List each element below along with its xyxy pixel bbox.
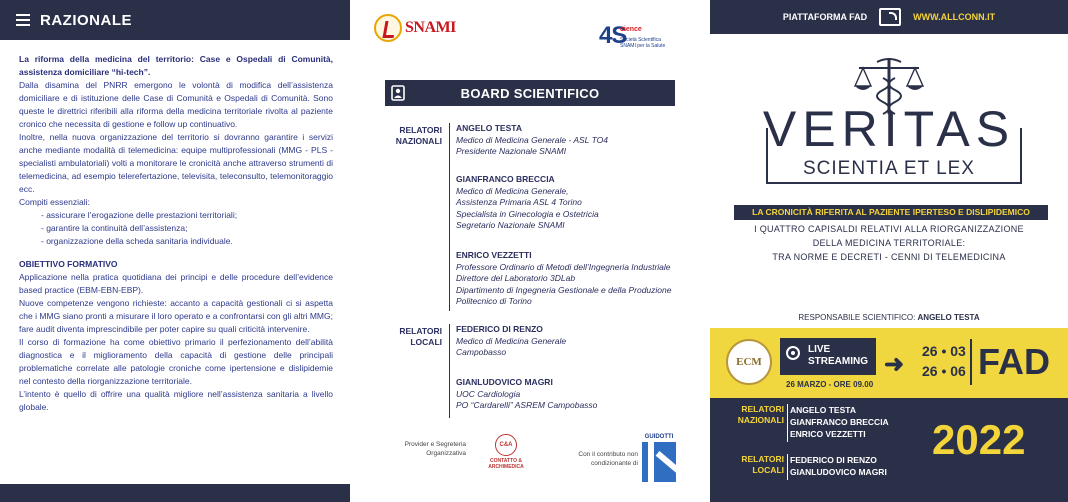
course-headline: LA CRONICITÀ RIFERITA AL PAZIENTE IPERTESO E DISLIPIDEMICO bbox=[734, 205, 1048, 220]
summary-name: ENRICO VEZZETTI bbox=[790, 429, 866, 439]
paragraph-2: Inoltre, nella nuova organizzazione del territorio si dovranno garantire i servizi anche mediante modalità di telemedicina: equipe multiprofessionali (MMG - PLS - specialisti ambulatoriali) volti a monitorare le cronicità anche attraverso strumenti di telemedicina, ad esempio telerefertazione, televisita, teleconsulto, telemonitoraggio ecc. bbox=[19, 132, 333, 194]
speaker-name: FEDERICO DI RENZO bbox=[456, 324, 543, 334]
paragraph-1: Dalla disamina del PNRR emergono le volontà di modifica dell’assistenza domiciliare e di istituzione delle Case di Comunità e Ospedali di Comunità. Sono queste le direttrici riferibili alla riforma della medicina territoriale rivolta al paziente cronico che necessita di gestione e follow up continuativo. bbox=[19, 80, 333, 129]
group-label-locali: RELATORI LOCALI bbox=[399, 326, 442, 347]
speaker-name: GIANFRANCO BRECCIA bbox=[456, 174, 555, 184]
left-footer-bar bbox=[0, 484, 350, 502]
task-item: - organizzazione della scheda sanitaria individuale. bbox=[41, 235, 333, 248]
guidotti-name: GUIDOTTI bbox=[644, 434, 674, 440]
intro-title: La riforma della medicina del territorio: Case e Ospedali di Comunità, assistenza domiciliare “hi-tech”. bbox=[19, 54, 333, 77]
speaker-block bbox=[456, 174, 599, 232]
board-title-bar bbox=[385, 80, 675, 106]
speaker-role: Campobasso bbox=[456, 347, 507, 357]
fours-sub-line: SNAMI per la Salute bbox=[620, 43, 666, 49]
summary-name: FEDERICO DI RENZO bbox=[790, 455, 877, 465]
speaker-role: Presidente Nazionale SNAMI bbox=[456, 146, 567, 156]
streaming-screen-icon bbox=[879, 8, 901, 26]
summary-name: GIANLUDOVICO MAGRI bbox=[790, 467, 887, 477]
summary-divider bbox=[787, 404, 788, 442]
task-item: - garantire la continuità dell’assistenza; bbox=[41, 222, 333, 235]
fours-mark: 4S bbox=[599, 22, 627, 49]
objective-title: OBIETTIVO FORMATIVO bbox=[19, 259, 118, 269]
platform-label: PIATTAFORMA FAD bbox=[782, 12, 868, 22]
date-end: 26 • 06 bbox=[922, 363, 966, 379]
speaker-role: Dipartimento di Ingegneria Gestionale e della Produzione bbox=[456, 284, 672, 295]
provider-label: Provider e Segreteria Organizzativa bbox=[404, 441, 466, 457]
speaker-name: ENRICO VEZZETTI bbox=[456, 250, 532, 260]
responsabile-scientifico bbox=[710, 313, 1068, 322]
group-label-nazionali: RELATORI NAZIONALI bbox=[395, 125, 442, 146]
speaker-block bbox=[456, 123, 608, 158]
razionale-text bbox=[0, 40, 350, 414]
fad-label: FAD bbox=[970, 339, 1050, 385]
snami-logo bbox=[374, 14, 456, 42]
fours-subtitle bbox=[620, 37, 665, 49]
speaker-block bbox=[456, 250, 671, 308]
speaker-name: ANGELO TESTA bbox=[456, 123, 522, 133]
logos-row bbox=[350, 0, 710, 70]
speaker-role: Assistenza Primaria ASL 4 Torino bbox=[456, 197, 582, 207]
event-dates bbox=[922, 341, 966, 381]
objective-3: Il corso di formazione ha come obiettivo primario il perfezionamento dell’abilità diagnostica e il miglioramento della capacità di gestione delle principali problematiche correlate alle patologie croniche come ipertensione e dislipidemie nel contesto della riorganizzazione territoriale. bbox=[19, 337, 333, 386]
live-text: LIVE bbox=[808, 344, 831, 355]
board-title: BOARD SCIENTIFICO bbox=[460, 85, 600, 101]
sponsor-label: Con il contributo non condizionante di bbox=[578, 451, 638, 467]
speaker-block bbox=[456, 377, 597, 412]
summary-name: ANGELO TESTA bbox=[790, 405, 856, 415]
summary-name: GIANFRANCO BRECCIA bbox=[790, 417, 889, 427]
veritas-title: VERITAS bbox=[762, 101, 1016, 157]
speaker-role: Professore Ordinario di Metodi dell’Ingegneria Industriale bbox=[456, 261, 671, 272]
resp-name: ANGELO TESTA bbox=[917, 313, 980, 322]
speakers-summary bbox=[710, 398, 1068, 502]
speaker-block bbox=[456, 324, 566, 359]
divider-line bbox=[449, 324, 450, 418]
summary-divider bbox=[787, 454, 788, 480]
date-start: 26 • 03 bbox=[922, 343, 966, 359]
live-streaming-badge bbox=[780, 338, 876, 375]
board-panel bbox=[350, 0, 710, 502]
speaker-role: Politecnico di Torino bbox=[456, 296, 532, 306]
platform-bar bbox=[710, 0, 1068, 34]
guidotti-logo bbox=[639, 434, 679, 482]
scientia-subtitle: SCIENTIA ET LEX bbox=[803, 158, 975, 179]
summary-label-locali: RELATORI LOCALI bbox=[741, 454, 784, 475]
divider-line bbox=[449, 123, 450, 311]
paragraph-3: Compiti essenziali: bbox=[19, 197, 90, 207]
live-dot-icon bbox=[786, 346, 800, 360]
platform-url[interactable]: WWW.ALLCONN.IT bbox=[913, 12, 996, 22]
razionale-title: RAZIONALE bbox=[40, 11, 132, 29]
objective-4: L’intento è quello di offrire una qualità migliore nell’assistenza sanitaria a livello globale. bbox=[19, 389, 333, 412]
tasks-list bbox=[19, 209, 333, 248]
speaker-role: Direttore del Laboratorio 3DLab bbox=[456, 273, 576, 283]
summary-names-locali bbox=[790, 454, 887, 478]
objective-1: Applicazione nella pratica quotidiana dei principi e delle procedure dell’evidence based practice (EBM-EBN-EBP). bbox=[19, 272, 333, 295]
speaker-role: PO “Cardarelli” ASREM Campobasso bbox=[456, 400, 598, 410]
course-subtitle bbox=[710, 222, 1068, 264]
objective-2: Nuove competenze vengono richieste: accanto a capacità gestionali ci si aspetta che i MMG siano pronti a misurare il loro operato e a confrontarsi con gli altri MMG; fare audit diventa imprescindibile per poter capire su quali criticità intervenire. bbox=[19, 298, 333, 334]
event-start: 26 MARZO - ORE 09.00 bbox=[786, 380, 874, 389]
guidotti-mark-icon bbox=[642, 442, 676, 482]
event-info-band bbox=[710, 328, 1068, 398]
snami-wordmark: SNAMI bbox=[405, 19, 456, 36]
ca-name: CONTATTO & ARCHIMEDICA bbox=[488, 458, 524, 470]
contatto-archimedica-logo bbox=[472, 434, 540, 470]
fours-science-text: cience bbox=[620, 26, 642, 33]
subtitle-line: TRA NORME E DECRETI - CENNI DI TELEMEDICINA bbox=[772, 252, 1006, 262]
speaker-role: Medico di Medicina Generale - ASL TO4 bbox=[456, 134, 608, 145]
speaker-role: UOC Cardiologia bbox=[456, 388, 521, 399]
subtitle-line: DELLA MEDICINA TERRITORIALE: bbox=[812, 238, 966, 248]
person-badge-icon bbox=[385, 80, 411, 106]
speaker-role: Specialista in Ginecologia e Ostetricia bbox=[456, 208, 599, 219]
task-item: - assicurare l’erogazione delle prestazioni territoriali; bbox=[41, 209, 333, 222]
snami-seal-icon bbox=[374, 14, 402, 42]
event-year: 2022 bbox=[932, 416, 1026, 463]
streaming-text: STREAMING bbox=[808, 356, 868, 367]
fours-sub-line: Società Scientifica bbox=[620, 37, 661, 43]
veritas-logo bbox=[710, 54, 1068, 194]
speaker-role: Medico di Medicina Generale bbox=[456, 335, 567, 346]
summary-label-nazionali: RELATORI NAZIONALI bbox=[737, 404, 784, 425]
razionale-header bbox=[0, 0, 350, 40]
ca-ring-icon: C&A bbox=[495, 434, 517, 456]
speaker-role: Medico di Medicina Generale, bbox=[456, 185, 569, 196]
resp-label: RESPONSABILE SCIENTIFICO: bbox=[798, 313, 916, 322]
fours-science-logo bbox=[599, 22, 666, 50]
subtitle-line: I QUATTRO CAPISALDI RELATIVI ALLA RIORGANIZZAZIONE bbox=[754, 224, 1024, 234]
summary-names-nazionali bbox=[790, 404, 889, 440]
cover-panel bbox=[710, 0, 1068, 502]
speaker-role: Segretario Nazionale SNAMI bbox=[456, 220, 565, 230]
speaker-name: GIANLUDOVICO MAGRI bbox=[456, 377, 553, 387]
ecm-badge: ECM bbox=[726, 339, 772, 385]
menu-lines-icon bbox=[16, 14, 30, 26]
arrow-right-icon: ➜ bbox=[884, 351, 905, 378]
razionale-panel bbox=[0, 0, 350, 502]
